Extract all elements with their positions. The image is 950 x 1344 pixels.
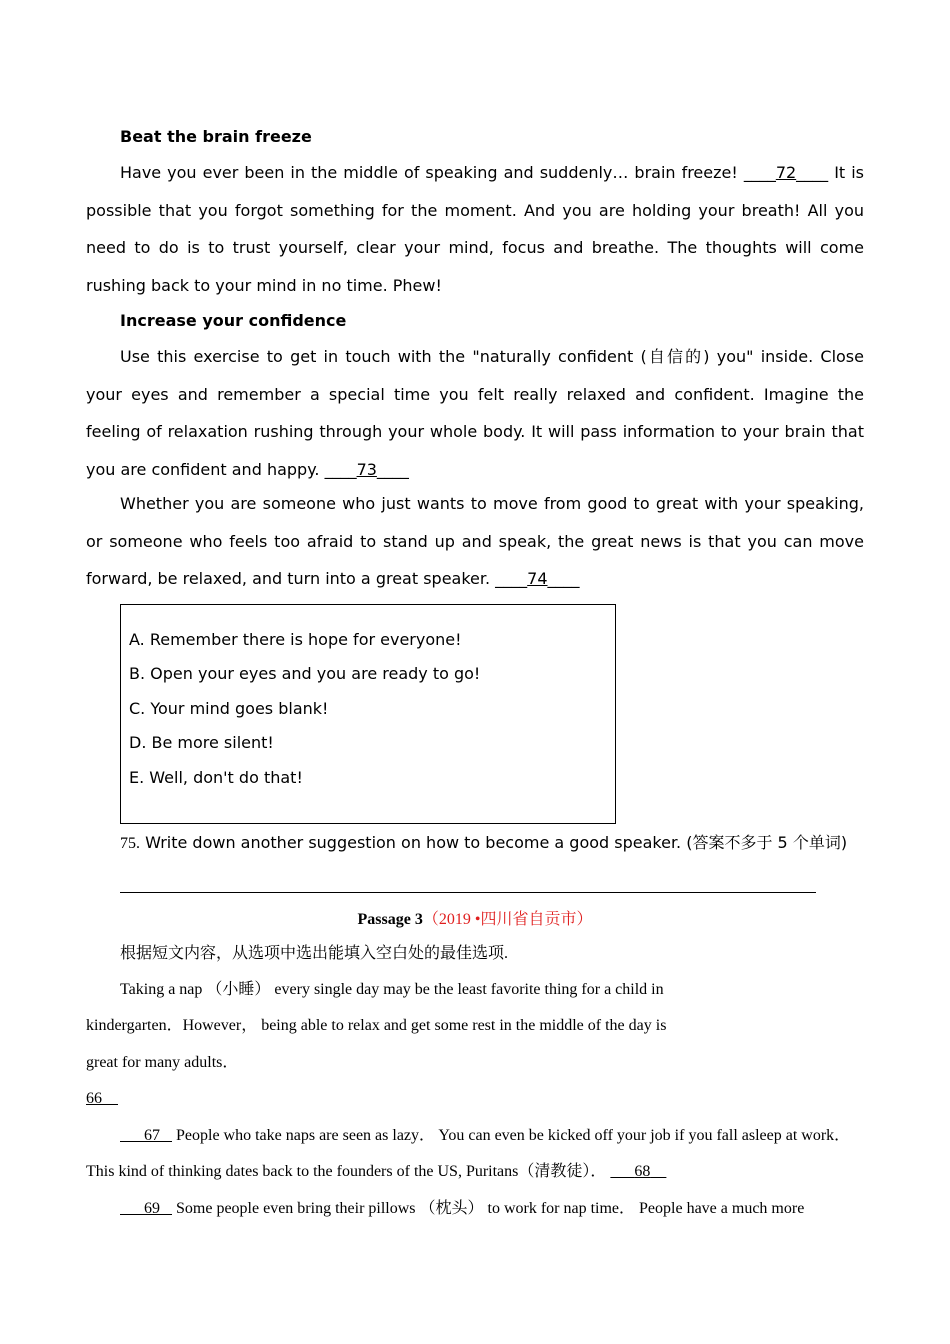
blank-number: 69 — [144, 1199, 160, 1217]
paragraph-text: Whether you are someone who just wants to move from good to great with your speaking, or someone who feels too afraid to stand up and speak, the great news is that you can move forward, be relaxed, and turn into a great speaker. — [86, 494, 864, 588]
passage-title — [86, 903, 864, 937]
section-heading-brain-freeze: Beat the brain freeze — [120, 127, 312, 146]
paragraph-confidence — [86, 338, 864, 488]
blank-72[interactable]: 72 — [775, 163, 797, 182]
option-e[interactable]: E. Well, don't do that! — [129, 767, 303, 787]
option-b[interactable]: B. Open your eyes and you are ready to go! — [129, 664, 481, 683]
blank-66-line — [86, 1081, 864, 1118]
blank-line: ____ — [743, 163, 776, 182]
passage-title-text: Passage 3 — [357, 910, 423, 928]
blank-line: ____ — [547, 569, 580, 588]
blank-74[interactable]: 74 — [527, 569, 548, 588]
passage-paragraph-2 — [86, 1118, 864, 1191]
blank-line: ____ — [324, 459, 357, 479]
section-heading-confidence: Increase your confidence — [120, 311, 347, 330]
blank-number: 68 — [634, 1163, 651, 1180]
passage-paragraph-3 — [86, 1191, 864, 1228]
passage-instruction: 根据短文内容，从选项中选出能填入空白处的最佳选项. — [120, 944, 509, 962]
question-text: Write down another suggestion on how to become a good speaker. (答案不多于 5 个单词) — [140, 832, 848, 852]
blank-number: 67 — [144, 1126, 160, 1144]
blank-number: 66 — [86, 1090, 102, 1107]
paragraph-text: People who take naps are seen as lazy． You can even be kicked off your job if you fall asleep at work． This kind of thinking dates back to the founders of the US, Puritans（清教徒）． — [86, 1126, 851, 1180]
paragraph-text: Use this exercise to get in touch with the "naturally confident (自信的) you" inside. Close your eyes and remember a special time you felt really relaxed and confident. Imagine the feeling of relaxation rushing through your whole body. It will pass information to your brain that you are confident and happy. — [86, 347, 864, 479]
option-c[interactable]: C. Your mind goes blank! — [129, 698, 329, 718]
paragraph-text: Have you ever been in the middle of speaking and suddenly… brain freeze! — [120, 163, 744, 182]
blank-67[interactable] — [120, 1127, 172, 1144]
question-75 — [86, 824, 864, 862]
option-d[interactable]: D. Be more silent! — [129, 733, 274, 752]
document-page — [86, 120, 864, 1227]
option-a[interactable]: A. Remember there is hope for everyone! — [129, 629, 462, 649]
blank-73[interactable]: 73 — [356, 459, 377, 479]
paragraph-text: Taking a nap （小睡） every single day may be the least favorite thing for a child in kindergarten．However， being able to relax and get some rest in the middle of the day is great for many adults． — [86, 980, 667, 1071]
blank-line: ____ — [376, 459, 409, 479]
paragraph-conclusion — [86, 485, 864, 598]
passage-source: （2019 •四川省自贡市） — [422, 910, 593, 928]
blank-line: ____ — [796, 163, 829, 182]
blank-68[interactable] — [610, 1163, 666, 1180]
paragraph-brain-freeze — [86, 154, 864, 304]
answer-line-75[interactable] — [120, 862, 816, 893]
paragraph-text: It is possible that you forgot something for the moment. And you are holding your breath! All you need to do is to trust yourself, clear your mind, focus and breathe. The thoughts will come rushing back to your mind in no time. Phew! — [86, 163, 865, 295]
options-box — [120, 604, 616, 824]
blank-66[interactable] — [86, 1090, 118, 1107]
blank-line: ____ — [495, 569, 528, 588]
passage-paragraph-1 — [86, 972, 864, 1082]
question-number: 75. — [120, 834, 140, 852]
paragraph-text: Some people even bring their pillows （枕头） to work for nap time． People have a much more — [172, 1199, 805, 1217]
blank-69[interactable] — [120, 1200, 172, 1217]
